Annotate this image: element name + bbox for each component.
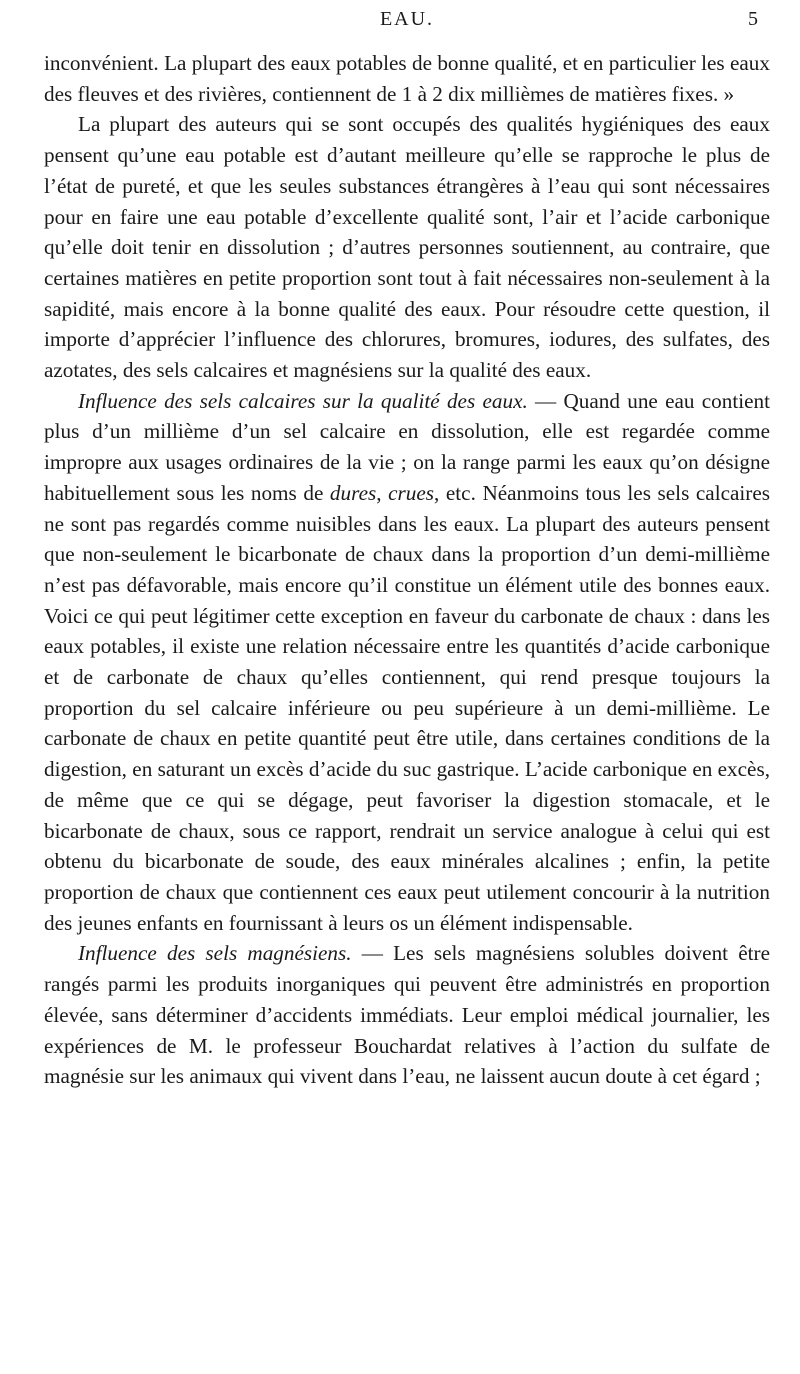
running-head: EAU. xyxy=(379,8,435,30)
body-text xyxy=(44,48,770,1092)
page-number: 5 xyxy=(748,8,758,30)
term-dures: dures xyxy=(329,480,377,505)
section-title-calcareous: Influence des sels calcaires sur la qualité des eaux. xyxy=(78,388,528,413)
term-crues: crues xyxy=(388,480,434,505)
paragraph-text: , xyxy=(376,480,389,505)
paragraph-magnesian-salts xyxy=(44,938,770,1092)
paragraph-text: — Les sels magnésiens solubles doivent être rangés parmi les produits inorganiques qui peuvent être administrés en proportion élevée, sans déterminer d’accidents immédiats. Leur emploi médical journalier, les expériences de M. le professeur Bouchardat relatives à l’action du sulfate de magnésie sur les animaux qui vivent dans l’eau, ne laissent aucun doute à cet égard ; xyxy=(44,941,770,1089)
paragraph-calcareous-salts xyxy=(44,386,770,939)
paragraph-pure-water: La plupart des auteurs qui se sont occupés des qualités hygiéniques des eaux pensent qu’une eau potable est d’autant meilleure qu’elle se rapproche le plus de l’état de pureté, et que les seules substances étrangères à l’eau qui sont nécessaires pour en faire une eau potable d’excellente qualité sont, l’air et l’acide carbonique qu’elle doit tenir en dissolution ; d’autres personnes soutiennent, au contraire, que certaines matières en petite proportion sont tout à fait nécessaires non-seulement à la sapidité, mais encore à la bonne qualité des eaux. Pour résoudre cette question, il importe d’apprécier l’influence des chlorures, bromures, iodures, des sulfates, des azotates, des sels calcaires et magnésiens sur la qualité des eaux. xyxy=(44,112,770,383)
paragraph-continuation: inconvénient. La plupart des eaux potables de bonne qualité, et en particulier les eaux des fleuves et des rivières, contiennent de 1 à 2 dix millièmes de matières fixes. » xyxy=(44,51,770,106)
page-header xyxy=(44,0,770,48)
section-title-magnesian: Influence des sels magnésiens. xyxy=(78,941,352,966)
paragraph-text: — Quand une eau contient plus d’un millième d’un sel calcaire en dissolution, elle est regardée comme impropre aux usages ordinaires de la vie ; on la range parmi les eaux qu’on désigne habituellement sous les noms de xyxy=(44,388,770,505)
paragraph-text: , etc. Néanmoins tous les sels calcaires ne sont pas regardés comme nuisibles dans les eaux. La plupart des auteurs pensent que non-seulement le bicarbonate de chaux dans la proportion d’un demi-millième n’est pas défavorable, mais encore qu’il constitue un élément utile des bonnes eaux. Voici ce qui peut légitimer cette exception en faveur du carbonate de chaux : dans les eaux potables, il existe une relation nécessaire entre les quantités d’acide carbonique et de carbonate de chaux qu’elles contiennent, qui rend presque toujours la proportion du sel calcaire inférieure ou peu supérieure à un demi-millième. Le carbonate de chaux en petite quantité peut être utile, dans certaines conditions de la digestion, en saturant un excès d’acide du suc gastrique. L’acide carbonique en excès, de même que ce qui se dégage, peut favoriser la digestion stomacale, et le bicarbonate de chaux, sous ce rapport, rendrait un service analogue à celui qui est obtenu du bicarbonate de soude, des eaux minérales alcalines ; enfin, la petite proportion de chaux que contiennent ces eaux peut utilement concourir à la nutrition des jeunes enfants en fournissant à leurs os un élément indispensable. xyxy=(44,480,770,935)
